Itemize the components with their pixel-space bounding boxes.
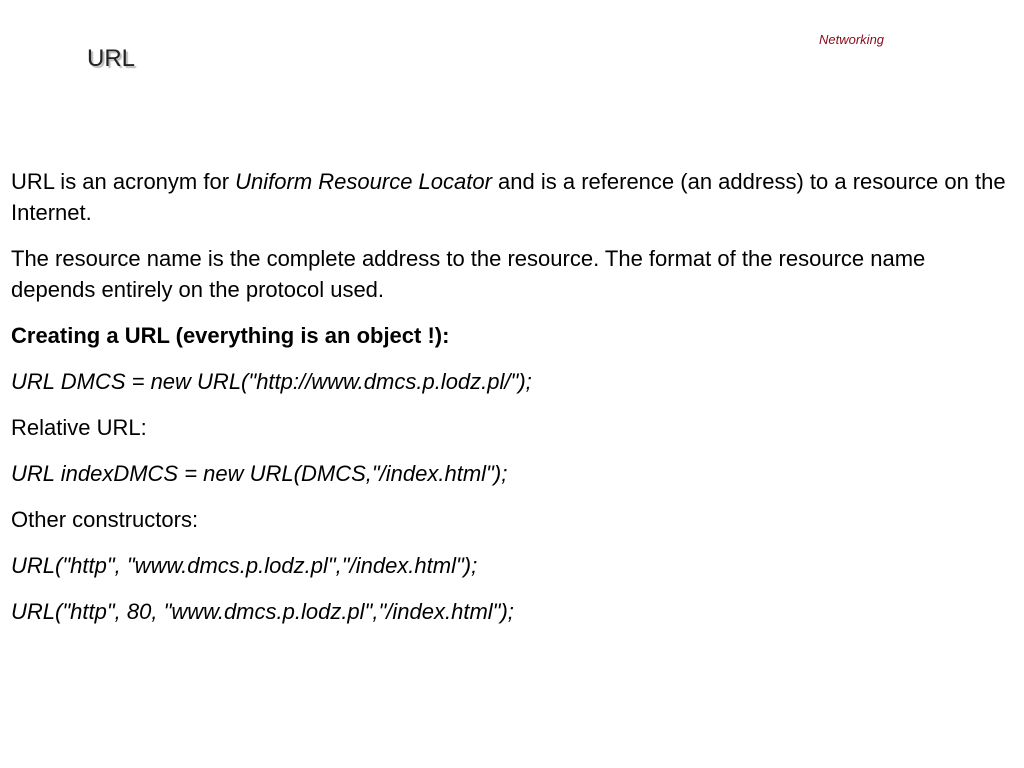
code-example-constructor-3-args: URL("http", "www.dmcs.p.lodz.pl","/index.html"); (11, 553, 478, 578)
relative-url-label: Relative URL: (11, 415, 147, 440)
definition-term: Uniform Resource Locator (235, 169, 492, 194)
code-example-relative-url: URL indexDMCS = new URL(DMCS,"/index.html"); (11, 461, 508, 486)
slide-body (11, 166, 1011, 642)
resource-name-paragraph: The resource name is the complete address to the resource. The format of the resource name depends entirely on the protocol used. (11, 246, 926, 302)
definition-paragraph (11, 166, 1011, 228)
code-example-absolute-url: URL DMCS = new URL("http://www.dmcs.p.lodz.pl/"); (11, 369, 532, 394)
section-tag: Networking (819, 32, 885, 47)
other-constructors-label: Other constructors: (11, 507, 199, 532)
definition-text-start: URL is an acronym for (11, 169, 236, 194)
definition-text-end: and is a reference (an address) to a resource on the Internet. (11, 169, 1006, 225)
creating-url-heading: Creating a URL (everything is an object !): (11, 323, 450, 348)
code-example-constructor-4-args: URL("http", 80, "www.dmcs.p.lodz.pl","/index.html"); (11, 599, 514, 624)
slide-title: URL (87, 45, 136, 72)
